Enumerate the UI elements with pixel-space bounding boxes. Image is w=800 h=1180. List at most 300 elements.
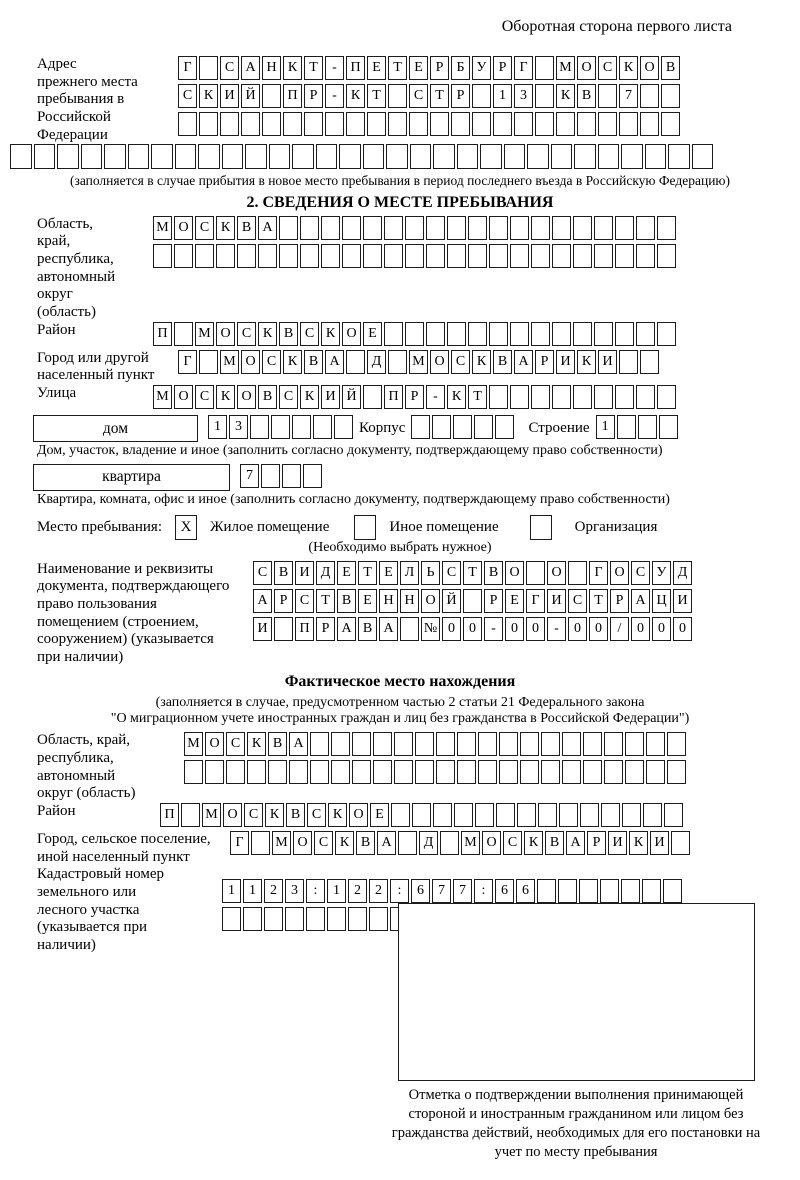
- char-box[interactable]: Ь: [421, 561, 440, 585]
- char-box[interactable]: [199, 56, 218, 80]
- char-box[interactable]: А: [253, 589, 272, 613]
- char-box[interactable]: [598, 84, 617, 108]
- stay-type-checkbox-residential[interactable]: X: [175, 515, 197, 540]
- char-box[interactable]: [400, 617, 419, 641]
- char-box[interactable]: 7: [453, 879, 472, 903]
- char-box[interactable]: [621, 879, 640, 903]
- char-box[interactable]: Т: [388, 56, 407, 80]
- char-box[interactable]: [304, 112, 323, 136]
- char-box[interactable]: [331, 760, 350, 784]
- char-box[interactable]: [621, 144, 643, 169]
- char-box[interactable]: [594, 244, 613, 268]
- char-box[interactable]: О: [547, 561, 566, 585]
- char-box[interactable]: Д: [673, 561, 692, 585]
- char-box[interactable]: [300, 216, 319, 240]
- char-box[interactable]: А: [377, 831, 396, 855]
- char-box[interactable]: С: [237, 322, 256, 346]
- char-box[interactable]: А: [631, 589, 650, 613]
- char-box[interactable]: К: [216, 385, 235, 409]
- char-box[interactable]: [346, 350, 365, 374]
- char-box[interactable]: Е: [363, 322, 382, 346]
- char-box[interactable]: [535, 112, 554, 136]
- char-box[interactable]: М: [195, 322, 214, 346]
- char-box[interactable]: К: [556, 84, 575, 108]
- char-box[interactable]: [433, 803, 452, 827]
- char-box[interactable]: [520, 732, 539, 756]
- char-box[interactable]: Р: [405, 385, 424, 409]
- char-box[interactable]: А: [258, 216, 277, 240]
- char-box[interactable]: [388, 112, 407, 136]
- char-box[interactable]: К: [283, 56, 302, 80]
- char-box[interactable]: [667, 732, 686, 756]
- char-box[interactable]: О: [293, 831, 312, 855]
- char-box[interactable]: [640, 350, 659, 374]
- char-box[interactable]: [426, 216, 445, 240]
- char-box[interactable]: [580, 803, 599, 827]
- char-box[interactable]: В: [358, 617, 377, 641]
- char-box[interactable]: О: [430, 350, 449, 374]
- char-box[interactable]: [405, 244, 424, 268]
- char-box[interactable]: [300, 244, 319, 268]
- char-box[interactable]: [436, 732, 455, 756]
- char-box[interactable]: [489, 216, 508, 240]
- char-box[interactable]: [457, 760, 476, 784]
- char-box[interactable]: [412, 803, 431, 827]
- char-box[interactable]: Д: [419, 831, 438, 855]
- char-box[interactable]: Р: [316, 617, 335, 641]
- char-box[interactable]: [342, 244, 361, 268]
- char-box[interactable]: [573, 385, 592, 409]
- char-box[interactable]: [57, 144, 79, 169]
- char-box[interactable]: С: [220, 56, 239, 80]
- char-box[interactable]: [264, 907, 283, 931]
- char-box[interactable]: [261, 464, 280, 488]
- char-box[interactable]: Л: [400, 561, 419, 585]
- char-box[interactable]: [174, 322, 193, 346]
- char-box[interactable]: В: [337, 589, 356, 613]
- char-box[interactable]: [636, 244, 655, 268]
- char-box[interactable]: [499, 732, 518, 756]
- char-box[interactable]: [558, 879, 577, 903]
- char-box[interactable]: [250, 415, 269, 439]
- char-box[interactable]: [454, 803, 473, 827]
- char-box[interactable]: Е: [409, 56, 428, 80]
- char-box[interactable]: 7: [432, 879, 451, 903]
- char-box[interactable]: [489, 385, 508, 409]
- char-box[interactable]: [285, 907, 304, 931]
- char-box[interactable]: О: [223, 803, 242, 827]
- char-box[interactable]: [531, 216, 550, 240]
- char-box[interactable]: 7: [619, 84, 638, 108]
- char-box[interactable]: О: [216, 322, 235, 346]
- char-box[interactable]: [384, 244, 403, 268]
- char-box[interactable]: [574, 144, 596, 169]
- char-box[interactable]: [327, 907, 346, 931]
- char-box[interactable]: [222, 907, 241, 931]
- char-box[interactable]: И: [556, 350, 575, 374]
- char-box[interactable]: [552, 244, 571, 268]
- char-box[interactable]: [659, 415, 678, 439]
- char-box[interactable]: В: [286, 803, 305, 827]
- char-box[interactable]: [247, 760, 266, 784]
- char-box[interactable]: Ц: [652, 589, 671, 613]
- char-box[interactable]: [568, 561, 587, 585]
- char-box[interactable]: Н: [262, 56, 281, 80]
- char-box[interactable]: [352, 732, 371, 756]
- char-box[interactable]: [367, 112, 386, 136]
- char-box[interactable]: [34, 144, 56, 169]
- char-box[interactable]: О: [482, 831, 501, 855]
- char-box[interactable]: О: [505, 561, 524, 585]
- char-box[interactable]: Г: [514, 56, 533, 80]
- char-box[interactable]: [552, 385, 571, 409]
- char-box[interactable]: Е: [367, 56, 386, 80]
- char-box[interactable]: [646, 760, 665, 784]
- char-box[interactable]: М: [272, 831, 291, 855]
- char-box[interactable]: [436, 760, 455, 784]
- char-box[interactable]: Т: [316, 589, 335, 613]
- char-box[interactable]: [493, 112, 512, 136]
- char-box[interactable]: -: [325, 56, 344, 80]
- char-box[interactable]: [398, 831, 417, 855]
- char-box[interactable]: [373, 760, 392, 784]
- char-box[interactable]: 1: [493, 84, 512, 108]
- char-box[interactable]: Г: [526, 589, 545, 613]
- char-box[interactable]: [615, 244, 634, 268]
- char-box[interactable]: О: [577, 56, 596, 80]
- char-box[interactable]: [657, 244, 676, 268]
- char-box[interactable]: [313, 415, 332, 439]
- char-box[interactable]: [510, 216, 529, 240]
- char-box[interactable]: [619, 112, 638, 136]
- char-box[interactable]: В: [661, 56, 680, 80]
- char-box[interactable]: С: [442, 561, 461, 585]
- char-box[interactable]: [279, 216, 298, 240]
- char-box[interactable]: П: [160, 803, 179, 827]
- char-box[interactable]: [262, 112, 281, 136]
- char-box[interactable]: К: [283, 350, 302, 374]
- char-box[interactable]: К: [300, 385, 319, 409]
- char-box[interactable]: [226, 760, 245, 784]
- char-box[interactable]: [583, 732, 602, 756]
- char-box[interactable]: [640, 112, 659, 136]
- char-box[interactable]: К: [524, 831, 543, 855]
- char-box[interactable]: [541, 732, 560, 756]
- char-box[interactable]: К: [447, 385, 466, 409]
- char-box[interactable]: О: [174, 385, 193, 409]
- char-box[interactable]: [251, 831, 270, 855]
- char-box[interactable]: 6: [411, 879, 430, 903]
- char-box[interactable]: [636, 216, 655, 240]
- char-box[interactable]: К: [577, 350, 596, 374]
- char-box[interactable]: С: [568, 589, 587, 613]
- char-box[interactable]: [510, 385, 529, 409]
- char-box[interactable]: [472, 84, 491, 108]
- char-box[interactable]: С: [503, 831, 522, 855]
- char-box[interactable]: Й: [342, 385, 361, 409]
- char-box[interactable]: С: [598, 56, 617, 80]
- char-box[interactable]: М: [184, 732, 203, 756]
- char-box[interactable]: [394, 760, 413, 784]
- char-box[interactable]: [594, 216, 613, 240]
- char-box[interactable]: К: [346, 84, 365, 108]
- char-box[interactable]: [331, 732, 350, 756]
- char-box[interactable]: К: [472, 350, 491, 374]
- char-box[interactable]: Т: [430, 84, 449, 108]
- char-box[interactable]: Б: [451, 56, 470, 80]
- char-box[interactable]: [241, 112, 260, 136]
- char-box[interactable]: А: [241, 56, 260, 80]
- char-box[interactable]: [433, 144, 455, 169]
- char-box[interactable]: [667, 760, 686, 784]
- char-box[interactable]: Н: [379, 589, 398, 613]
- char-box[interactable]: [577, 112, 596, 136]
- char-box[interactable]: [237, 244, 256, 268]
- char-box[interactable]: [269, 144, 291, 169]
- char-box[interactable]: [451, 112, 470, 136]
- char-box[interactable]: К: [265, 803, 284, 827]
- char-box[interactable]: [363, 244, 382, 268]
- char-box[interactable]: С: [307, 803, 326, 827]
- char-box[interactable]: [579, 879, 598, 903]
- char-box[interactable]: [198, 144, 220, 169]
- char-box[interactable]: 1: [596, 415, 615, 439]
- char-box[interactable]: -: [426, 385, 445, 409]
- char-box[interactable]: [128, 144, 150, 169]
- char-box[interactable]: О: [342, 322, 361, 346]
- char-box[interactable]: [178, 112, 197, 136]
- char-box[interactable]: К: [258, 322, 277, 346]
- char-box[interactable]: М: [556, 56, 575, 80]
- char-box[interactable]: К: [619, 56, 638, 80]
- char-box[interactable]: В: [493, 350, 512, 374]
- char-box[interactable]: Т: [367, 84, 386, 108]
- char-box[interactable]: [274, 617, 293, 641]
- char-box[interactable]: 7: [240, 464, 259, 488]
- char-box[interactable]: -: [325, 84, 344, 108]
- char-box[interactable]: [151, 144, 173, 169]
- char-box[interactable]: [514, 112, 533, 136]
- char-box[interactable]: [386, 144, 408, 169]
- char-box[interactable]: Г: [178, 56, 197, 80]
- char-box[interactable]: [551, 144, 573, 169]
- char-box[interactable]: П: [384, 385, 403, 409]
- char-box[interactable]: Е: [358, 589, 377, 613]
- char-box[interactable]: [405, 322, 424, 346]
- char-box[interactable]: [384, 216, 403, 240]
- char-box[interactable]: 0: [463, 617, 482, 641]
- char-box[interactable]: 0: [631, 617, 650, 641]
- char-box[interactable]: [279, 244, 298, 268]
- char-box[interactable]: [615, 216, 634, 240]
- char-box[interactable]: [181, 803, 200, 827]
- char-box[interactable]: [617, 415, 636, 439]
- char-box[interactable]: [472, 112, 491, 136]
- char-box[interactable]: 0: [673, 617, 692, 641]
- char-box[interactable]: Т: [463, 561, 482, 585]
- char-box[interactable]: С: [300, 322, 319, 346]
- char-box[interactable]: [363, 385, 382, 409]
- char-box[interactable]: :: [474, 879, 493, 903]
- char-box[interactable]: [489, 322, 508, 346]
- char-box[interactable]: [480, 144, 502, 169]
- char-box[interactable]: М: [153, 385, 172, 409]
- char-box[interactable]: [258, 244, 277, 268]
- char-box[interactable]: О: [610, 561, 629, 585]
- char-box[interactable]: И: [598, 350, 617, 374]
- char-box[interactable]: С: [631, 561, 650, 585]
- char-box[interactable]: 6: [495, 879, 514, 903]
- char-box[interactable]: Й: [442, 589, 461, 613]
- house-type-box[interactable]: дом: [33, 415, 198, 442]
- char-box[interactable]: М: [202, 803, 221, 827]
- char-box[interactable]: К: [629, 831, 648, 855]
- char-box[interactable]: Е: [379, 561, 398, 585]
- char-box[interactable]: У: [472, 56, 491, 80]
- char-box[interactable]: [81, 144, 103, 169]
- char-box[interactable]: [604, 760, 623, 784]
- char-box[interactable]: 1: [208, 415, 227, 439]
- char-box[interactable]: [310, 760, 329, 784]
- char-box[interactable]: [601, 803, 620, 827]
- char-box[interactable]: Й: [241, 84, 260, 108]
- char-box[interactable]: [222, 144, 244, 169]
- char-box[interactable]: 0: [589, 617, 608, 641]
- char-box[interactable]: [348, 907, 367, 931]
- char-box[interactable]: [474, 415, 493, 439]
- char-box[interactable]: [342, 216, 361, 240]
- char-box[interactable]: В: [279, 322, 298, 346]
- char-box[interactable]: [447, 216, 466, 240]
- char-box[interactable]: [541, 760, 560, 784]
- char-box[interactable]: Р: [304, 84, 323, 108]
- char-box[interactable]: [661, 112, 680, 136]
- char-box[interactable]: [625, 732, 644, 756]
- char-box[interactable]: Т: [468, 385, 487, 409]
- char-box[interactable]: [457, 144, 479, 169]
- char-box[interactable]: С: [409, 84, 428, 108]
- char-box[interactable]: 0: [652, 617, 671, 641]
- char-box[interactable]: 0: [568, 617, 587, 641]
- char-box[interactable]: Р: [430, 56, 449, 80]
- char-box[interactable]: /: [610, 617, 629, 641]
- char-box[interactable]: [537, 879, 556, 903]
- char-box[interactable]: [643, 803, 662, 827]
- char-box[interactable]: С: [253, 561, 272, 585]
- char-box[interactable]: [409, 112, 428, 136]
- char-box[interactable]: В: [268, 732, 287, 756]
- char-box[interactable]: 2: [264, 879, 283, 903]
- char-box[interactable]: В: [274, 561, 293, 585]
- char-box[interactable]: [531, 385, 550, 409]
- char-box[interactable]: [432, 415, 451, 439]
- char-box[interactable]: [321, 244, 340, 268]
- char-box[interactable]: [388, 350, 407, 374]
- char-box[interactable]: Т: [358, 561, 377, 585]
- char-box[interactable]: [646, 732, 665, 756]
- char-box[interactable]: [457, 732, 476, 756]
- char-box[interactable]: [517, 803, 536, 827]
- char-box[interactable]: [310, 732, 329, 756]
- char-box[interactable]: К: [216, 216, 235, 240]
- char-box[interactable]: [463, 589, 482, 613]
- char-box[interactable]: Е: [505, 589, 524, 613]
- char-box[interactable]: С: [195, 216, 214, 240]
- char-box[interactable]: [363, 144, 385, 169]
- char-box[interactable]: О: [640, 56, 659, 80]
- char-box[interactable]: [535, 84, 554, 108]
- char-box[interactable]: [489, 244, 508, 268]
- char-box[interactable]: [594, 385, 613, 409]
- char-box[interactable]: [440, 831, 459, 855]
- char-box[interactable]: [671, 831, 690, 855]
- char-box[interactable]: Р: [274, 589, 293, 613]
- char-box[interactable]: [195, 244, 214, 268]
- char-box[interactable]: [594, 322, 613, 346]
- char-box[interactable]: [405, 216, 424, 240]
- char-box[interactable]: 1: [243, 879, 262, 903]
- char-box[interactable]: П: [346, 56, 365, 80]
- char-box[interactable]: [104, 144, 126, 169]
- char-box[interactable]: [410, 144, 432, 169]
- char-box[interactable]: [369, 907, 388, 931]
- char-box[interactable]: [600, 879, 619, 903]
- char-box[interactable]: [538, 803, 557, 827]
- char-box[interactable]: [604, 732, 623, 756]
- char-box[interactable]: Р: [610, 589, 629, 613]
- char-box[interactable]: В: [258, 385, 277, 409]
- char-box[interactable]: -: [547, 617, 566, 641]
- char-box[interactable]: [205, 760, 224, 784]
- char-box[interactable]: [430, 112, 449, 136]
- char-box[interactable]: У: [652, 561, 671, 585]
- char-box[interactable]: О: [241, 350, 260, 374]
- stay-type-checkbox-other[interactable]: [354, 515, 376, 540]
- char-box[interactable]: [573, 322, 592, 346]
- char-box[interactable]: [316, 144, 338, 169]
- char-box[interactable]: [562, 732, 581, 756]
- char-box[interactable]: [573, 216, 592, 240]
- char-box[interactable]: [426, 322, 445, 346]
- char-box[interactable]: [583, 760, 602, 784]
- char-box[interactable]: [174, 244, 193, 268]
- char-box[interactable]: [321, 216, 340, 240]
- char-box[interactable]: А: [514, 350, 533, 374]
- char-box[interactable]: А: [337, 617, 356, 641]
- char-box[interactable]: Р: [493, 56, 512, 80]
- char-box[interactable]: В: [304, 350, 323, 374]
- char-box[interactable]: [636, 385, 655, 409]
- char-box[interactable]: [598, 112, 617, 136]
- char-box[interactable]: А: [289, 732, 308, 756]
- char-box[interactable]: [216, 244, 235, 268]
- char-box[interactable]: С: [244, 803, 263, 827]
- char-box[interactable]: [615, 322, 634, 346]
- char-box[interactable]: И: [295, 561, 314, 585]
- char-box[interactable]: К: [321, 322, 340, 346]
- char-box[interactable]: [510, 322, 529, 346]
- char-box[interactable]: М: [409, 350, 428, 374]
- char-box[interactable]: [292, 415, 311, 439]
- char-box[interactable]: [243, 907, 262, 931]
- char-box[interactable]: [615, 385, 634, 409]
- char-box[interactable]: [496, 803, 515, 827]
- char-box[interactable]: [640, 84, 659, 108]
- char-box[interactable]: [475, 803, 494, 827]
- char-box[interactable]: С: [178, 84, 197, 108]
- char-box[interactable]: [292, 144, 314, 169]
- char-box[interactable]: [645, 144, 667, 169]
